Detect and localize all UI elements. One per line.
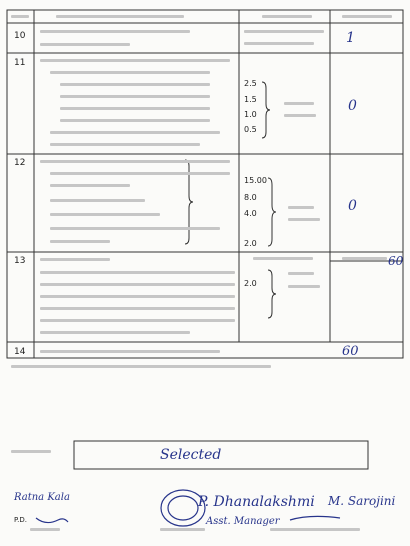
- value-2-5: 2.5: [244, 79, 257, 88]
- signature-middle: P. Dhanalakshmi: [198, 494, 315, 510]
- marks-row-10: 1: [346, 30, 355, 46]
- signature-left: Ratna Kala: [14, 492, 70, 503]
- marks-row-14: 60: [342, 344, 359, 359]
- marks-row-12: 0: [348, 198, 357, 214]
- value-2-0-r13: 2.0: [244, 279, 257, 288]
- signature-right: M. Sarojini: [328, 494, 396, 508]
- header-col-ranges: [262, 15, 312, 18]
- value-1-5: 1.5: [244, 95, 257, 104]
- row-number: 12: [14, 158, 26, 168]
- value-15: 15.00: [244, 176, 267, 185]
- result-value: Selected: [160, 447, 222, 463]
- value-2: 2.0: [244, 239, 257, 248]
- value-8: 8.0: [244, 193, 257, 202]
- row-number: 10: [14, 31, 26, 41]
- signature-left-role: P.D.: [14, 516, 27, 524]
- signature-middle-extra: Asst. Manager: [206, 516, 280, 527]
- marks-row-13: 60: [388, 254, 404, 268]
- value-4: 4.0: [244, 209, 257, 218]
- header-col-marks: [342, 15, 392, 18]
- row-number: 11: [14, 58, 26, 68]
- value-1-0: 1.0: [244, 110, 257, 119]
- header-col-criteria: [56, 15, 184, 18]
- header-col-no: [11, 15, 29, 18]
- value-0-5: 0.5: [244, 125, 257, 134]
- row-number: 13: [14, 256, 26, 266]
- marks-row-11: 0: [348, 98, 357, 114]
- row-number: 14: [14, 347, 26, 357]
